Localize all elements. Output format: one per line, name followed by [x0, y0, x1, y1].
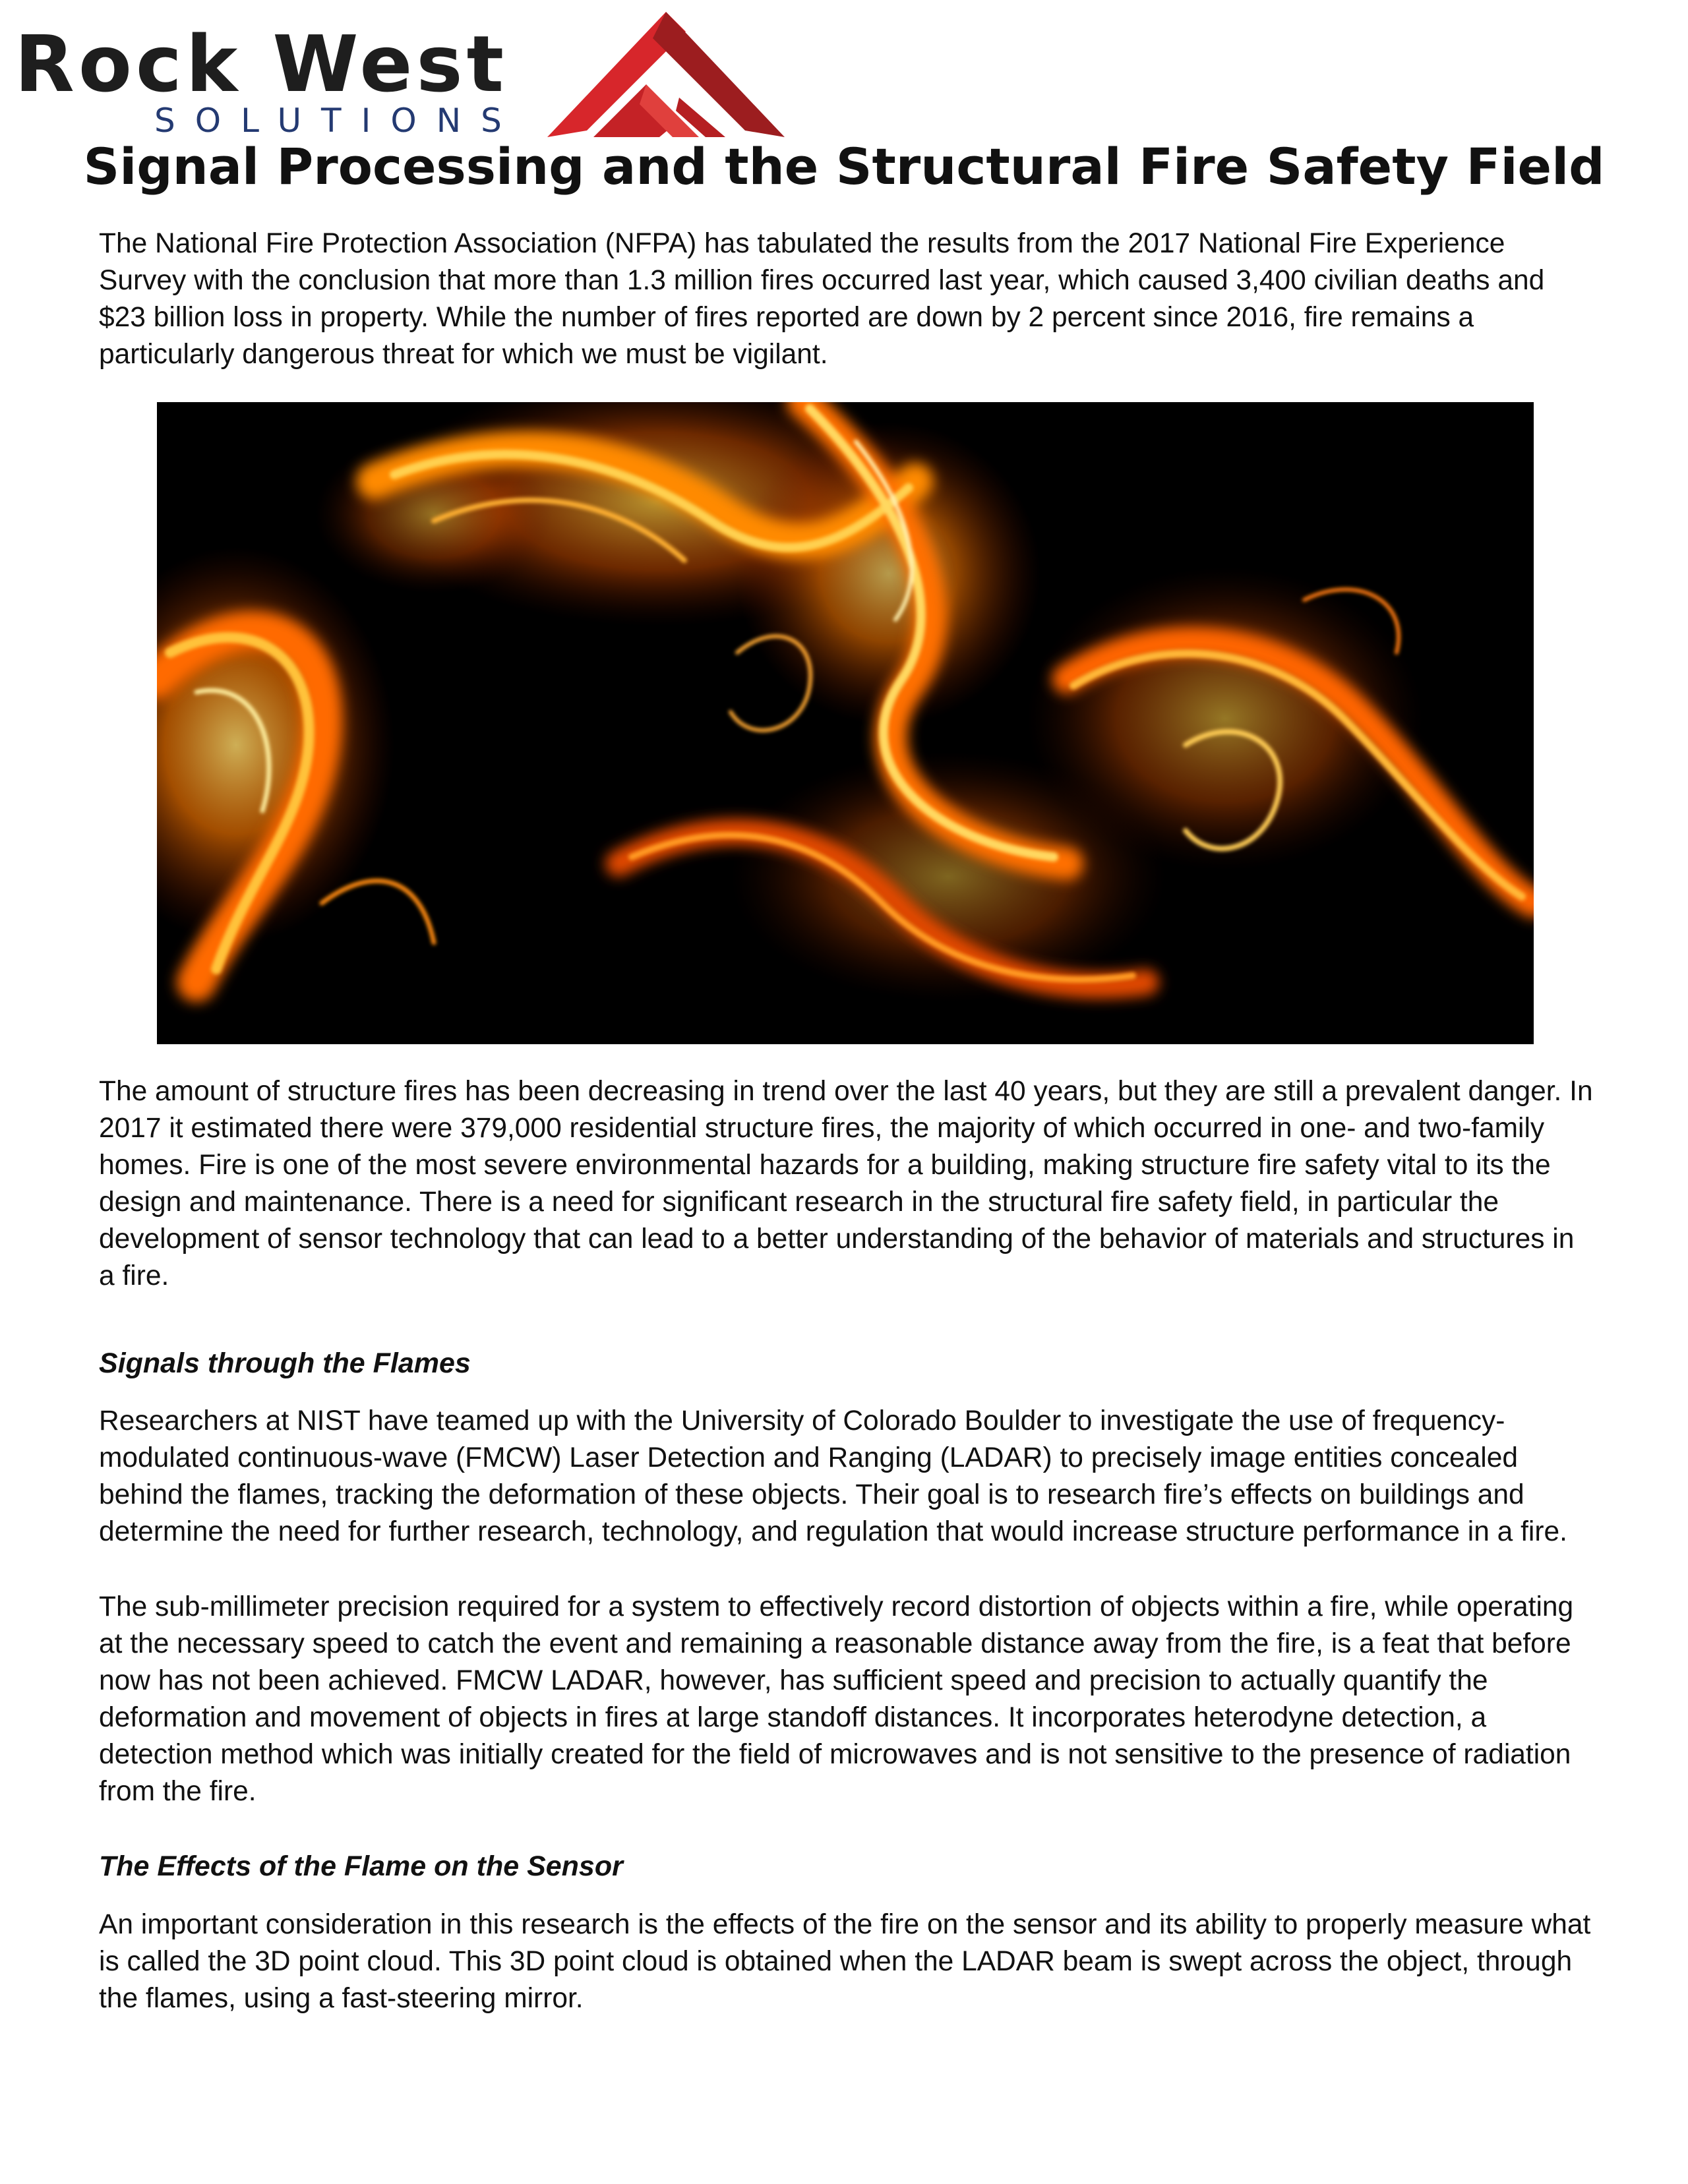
- company-logo: [15, 12, 779, 140]
- section-1-paragraph-1: Researchers at NIST have teamed up with the University of Colorado Boulder to investigate the use of frequency-modulated continuous-wave (FMCW) Laser Detection and Ranging (LADAR) to precisely image entities concealed behind the flames, tracking the deformation of these objects. Their goal is to research fire’s effects on buildings and determine the need for further research, technology, and regulation that would increase structure performance in a fire.: [99, 1405, 1567, 1547]
- section-2-paragraph-1: An important consideration in this research is the effects of the fire on the sensor and its ability to properly measure what is called the 3D point cloud. This 3D point cloud is obtained when the LADAR beam is swept across the object, through the flames, using a fast-steering mirror.: [99, 1909, 1591, 2014]
- section-heading-effects: The Effects of the Flame on the Sensor: [99, 1850, 623, 1882]
- page-title: Signal Processing and the Structural Fire Safety Field: [83, 137, 1605, 196]
- section-1-paragraph-2: The sub-millimeter precision required for a system to effectively record distortion of objects within a fire, while operating at the necessary speed to catch the event and remaining a reasonable distance away from the fire, is a feat that before now has not been achieved. FMCW LADAR, however, has sufficient speed and precision to actually quantify the deformation and movement of objects in fires at large standoff distances. It incorporates heterodyne detection, a detection method which was initially created for the field of microwaves and is not sensitive to the presence of radiation from the fire.: [99, 1591, 1574, 1807]
- logo-tagline: SOLUTIONS: [154, 102, 522, 140]
- fire-image: [157, 402, 1534, 1044]
- intro-paragraph: The National Fire Protection Association (NFPA) has tabulated the results from the 2017 National Fire Experience Survey with the conclusion that more than 1.3 million fires occurred last year, which caused 3,400 civilian deaths and $23 billion loss in property. While the number of fires reported are down by 2 percent since 2016, fire remains a particularly dangerous threat for which we must be vigilant.: [99, 228, 1545, 370]
- mountain-logo-icon: [547, 12, 785, 137]
- section-heading-signals: Signals through the Flames: [99, 1347, 471, 1379]
- logo-wordmark: Rock West: [15, 18, 508, 109]
- flames-illustration: [157, 402, 1534, 1044]
- body-paragraph-1: The amount of structure fires has been decreasing in trend over the last 40 years, but they are still a prevalent danger. In 2017 it estimated there were 379,000 residential structure fires, the majority of which occurred in one- and two-family homes. Fire is one of the most severe environmental hazards for a building, making structure fire safety vital to its the design and maintenance. There is a need for significant research in the structural fire safety field, in particular the development of sensor technology that can lead to a better understanding of the behavior of materials and structures in a fire.: [99, 1076, 1593, 1291]
